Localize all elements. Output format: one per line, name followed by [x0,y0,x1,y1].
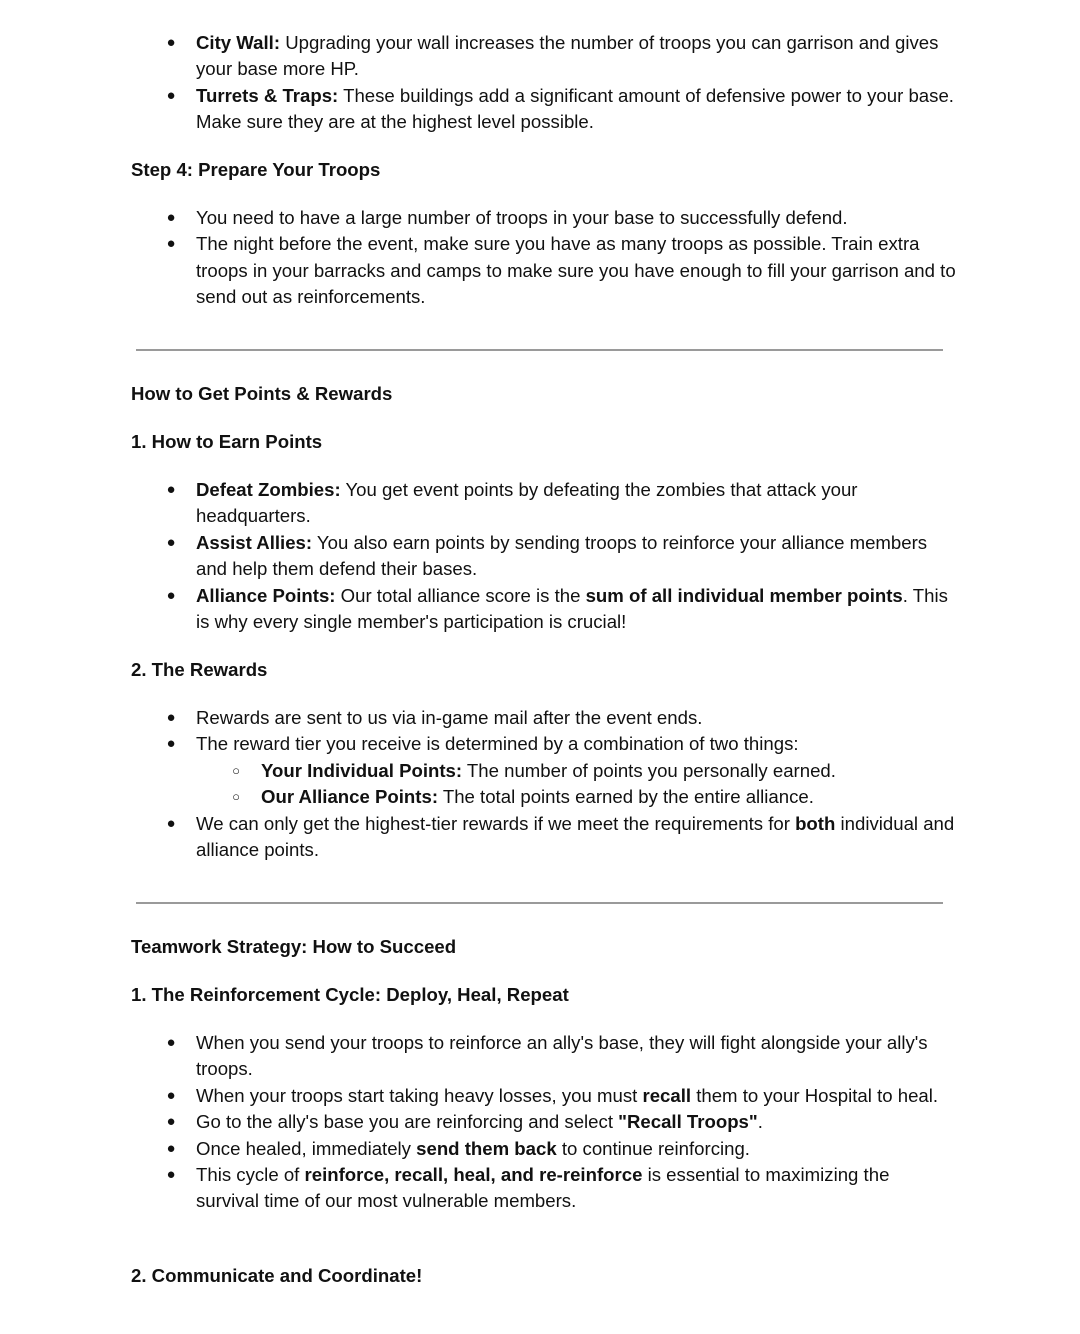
list-item [0,731,956,757]
list-item-defeat-zombies [0,477,956,530]
item-text: The night before the event, make sure you have as many troops as possible. Train extra troops in your barracks and camps to make sure you have enough to fill your garrison and to send out as reinforcements. [196,233,956,308]
item-label: Assist Allies: [196,531,313,553]
bullet-icon: ● [166,1139,176,1157]
list-item [0,1030,956,1083]
list-item [0,1109,956,1135]
list-item-turrets-traps [0,83,956,136]
bullet-icon: ● [166,86,176,104]
item-text: This cycle of [196,1164,305,1186]
list-item [0,705,956,731]
bullet-icon: ● [166,235,176,253]
bullet-icon: ● [166,814,176,832]
item-text: When your troops start taking heavy losses, you must [196,1084,643,1106]
item-label: Turrets & Traps: [196,84,339,106]
bullet-icon: ● [166,1113,176,1131]
list-item [0,1083,956,1109]
earn-points-heading: 1. How to Earn Points [131,431,323,452]
bullet-icon: ● [166,34,176,51]
list-item-alliance-points [0,583,956,636]
item-text: You also earn points by sending troops to reinforce your alliance members and help them defend their bases. [196,531,928,580]
list-item [0,231,956,310]
item-emphasis: sum of all individual member points [585,584,903,606]
list-item [0,811,956,864]
item-emphasis: send them back [416,1137,557,1159]
communicate-heading: 2. Communicate and Coordinate! [131,1265,423,1286]
bullet-icon: ● [166,709,176,726]
list-item [0,1136,956,1162]
bullet-icon: ● [166,1034,176,1051]
rewards-heading: 2. The Rewards [131,659,268,680]
bullet-icon: ● [166,586,176,604]
item-text: individual and alliance points. [196,812,955,861]
item-text: You need to have a large number of troops in your base to successfully defend. [196,207,848,228]
item-emphasis: recall [642,1084,692,1106]
item-label: City Wall: [196,32,281,53]
item-text: You get event points by defeating the zombies that attack your headquarters. [196,479,858,527]
bullet-icon: ● [166,533,176,551]
item-emphasis: both [795,812,836,834]
item-text: Rewards are sent to us via in-game mail after the event ends. [196,707,703,728]
item-label: Defeat Zombies: [196,479,341,500]
bullet-icon: ● [166,735,176,753]
bullet-icon: ● [166,209,176,226]
item-text: Our total alliance score is the [335,584,586,606]
bullet-icon: ● [166,1086,176,1104]
item-text: to continue reinforcing. [556,1137,750,1159]
item-text: is essential to maximizing the survival time of our most vulnerable members. [196,1164,890,1212]
list-item-city-wall [0,30,956,83]
reinforcement-cycle-list [0,1030,1080,1215]
list-item [0,205,956,231]
item-text: Once healed, immediately [196,1137,417,1159]
item-text: The reward tier you receive is determined by a combination of two things: [196,733,799,755]
defense-buildings-list [0,30,1080,136]
hollow-bullet-icon: ○ [232,789,240,805]
item-emphasis: "Recall Troops" [618,1111,758,1133]
sub-list-item-alliance-points [0,784,961,810]
teamwork-heading: Teamwork Strategy: How to Succeed [131,936,457,957]
item-text: The number of points you personally earned. [462,759,836,781]
step4-list [0,205,1080,311]
item-text: Upgrading your wall increases the number of troops you can garrison and gives your base more HP. [196,32,939,80]
step4-heading: Step 4: Prepare Your Troops [131,159,381,180]
rewards-list [0,705,1080,863]
item-text: When you send your troops to reinforce an ally's base, they will fight alongside your ally's troops. [196,1032,928,1080]
bullet-icon: ● [166,1166,176,1184]
item-label: Alliance Points: [196,584,336,606]
item-text: The total points earned by the entire alliance. [438,786,814,808]
list-item-assist-allies [0,530,956,583]
item-text: These buildings add a significant amount of defensive power to your base. Make sure they are at the highest level possible. [196,84,954,133]
hollow-bullet-icon: ○ [232,762,240,778]
section-divider [136,902,943,904]
item-text: We can only get the highest-tier rewards if we meet the requirements for [196,812,796,834]
section-divider [136,349,943,351]
list-item [0,1162,956,1215]
bullet-icon: ● [166,481,176,498]
item-text: Go to the ally's base you are reinforcing and select [196,1111,619,1133]
earn-points-list [0,477,1080,635]
item-label: Our Alliance Points: [261,786,439,808]
item-text: them to your Hospital to heal. [691,1084,939,1106]
item-emphasis: reinforce, recall, heal, and re-reinforce [304,1164,643,1186]
item-label: Your Individual Points: [261,759,463,781]
item-text: . This is why every single member's participation is crucial! [196,584,948,633]
item-text: . [757,1111,763,1133]
reinforcement-cycle-heading: 1. The Reinforcement Cycle: Deploy, Heal, Repeat [131,984,569,1005]
sub-list-item-individual-points [0,758,961,784]
points-rewards-heading: How to Get Points & Rewards [131,383,393,404]
